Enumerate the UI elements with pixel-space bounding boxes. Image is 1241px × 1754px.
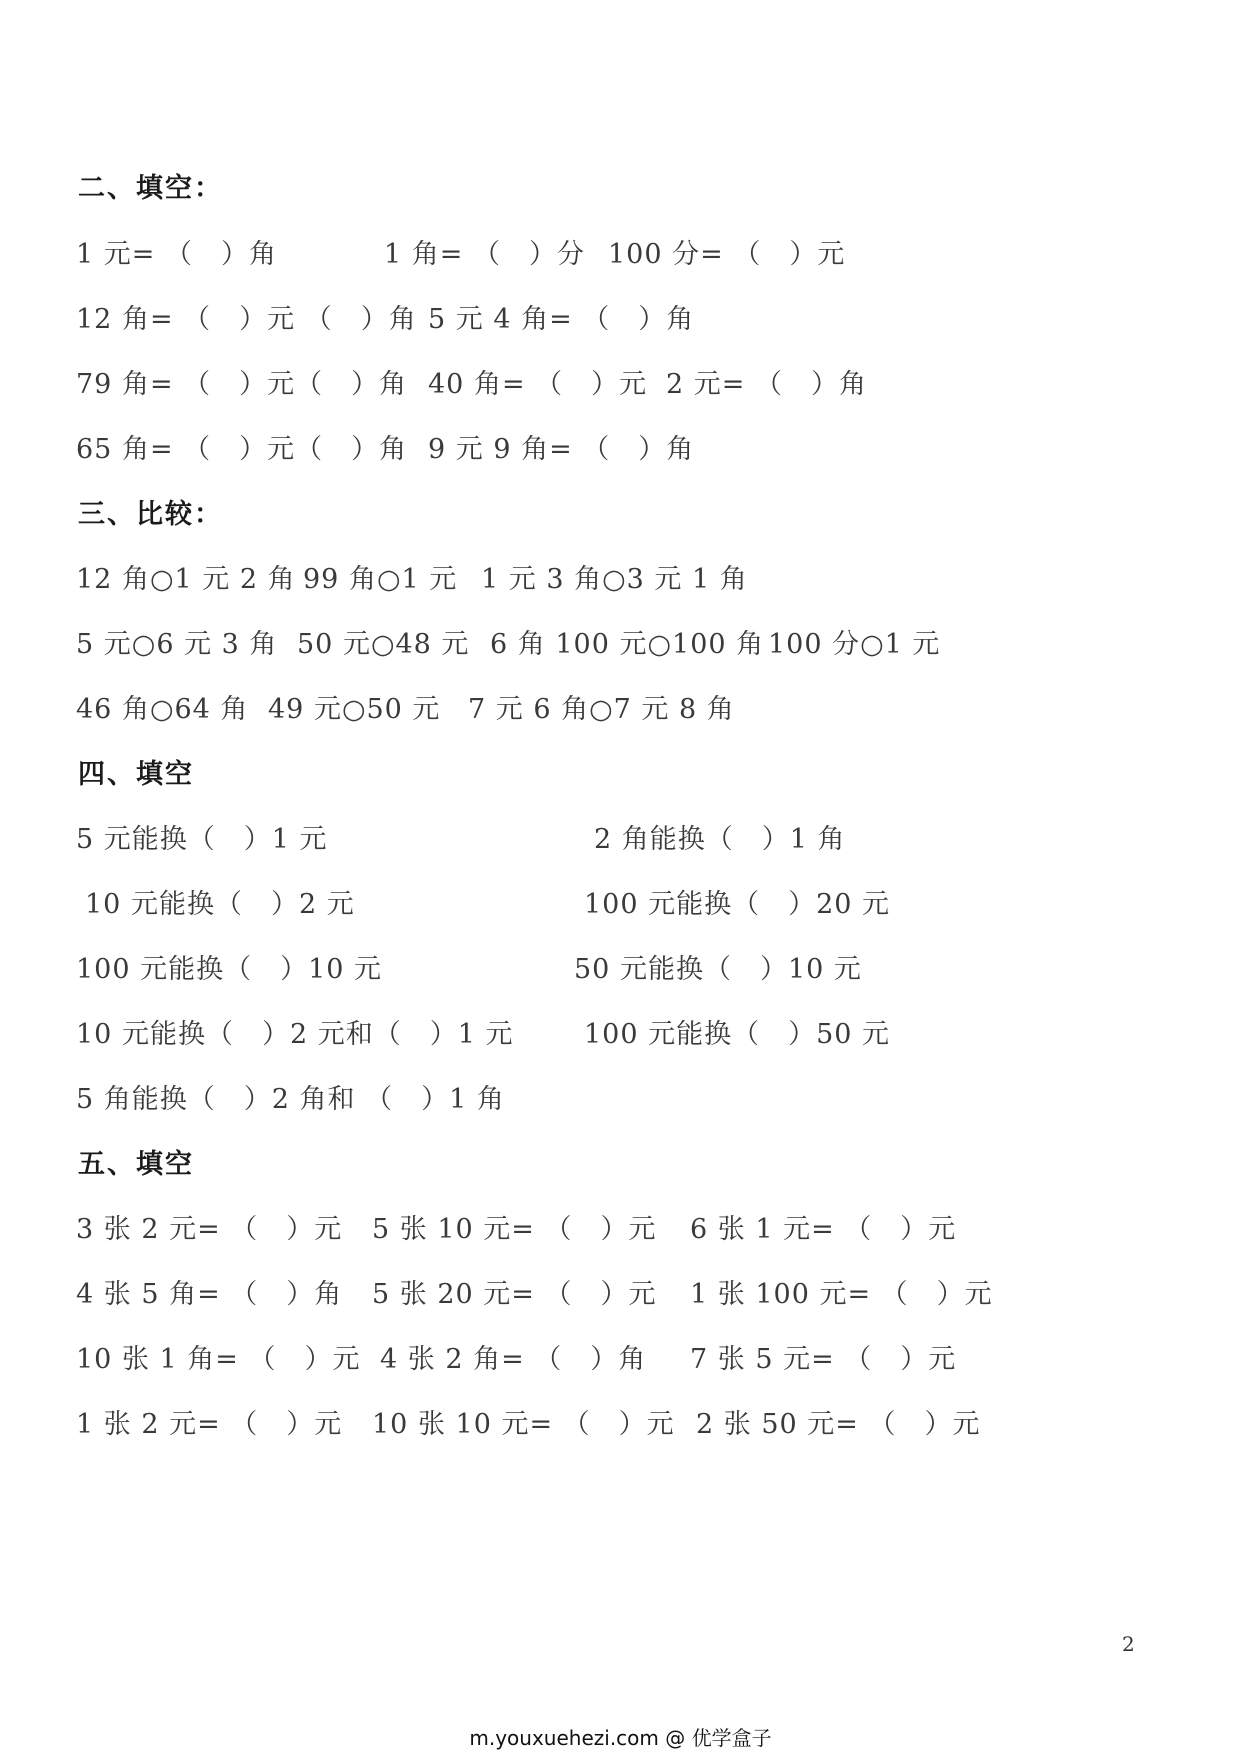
problem-item: 7 元 6 角○7 元 8 角 xyxy=(468,694,735,725)
problem-item: 50 元○48 元 xyxy=(297,629,470,660)
problem-item: 10 元能换（ ）2 元和（ ）1 元 xyxy=(76,1019,514,1050)
problem-item: 4 张 2 角= （ ）角 xyxy=(380,1344,647,1375)
problem-item: 5 张 10 元= （ ）元 xyxy=(372,1214,657,1245)
problem-item: 2 元= （ ）角 xyxy=(666,369,867,400)
problem-item: 2 张 50 元= （ ）元 xyxy=(696,1409,981,1440)
problem-item: 9 元 9 角= （ ）角 xyxy=(428,434,695,465)
problem-item: 1 张 2 元= （ ）元 xyxy=(76,1409,343,1440)
section-heading-fill-in-3: 五、填空 xyxy=(78,1149,194,1180)
problem-item: 4 张 5 角= （ ）角 xyxy=(76,1279,343,1310)
problem-item: 5 元能换（ ）1 元 xyxy=(76,824,328,855)
problem-item: 12 角= （ ）元 （ ）角 xyxy=(76,304,417,335)
section-heading-compare: 三、比较： xyxy=(78,499,223,530)
problem-item: 49 元○50 元 xyxy=(268,694,441,725)
problem-item: 100 元能换（ ）10 元 xyxy=(76,954,383,985)
problem-item: 79 角= （ ）元（ ）角 xyxy=(76,369,408,400)
footer-watermark: m.youxuehezi.com @ 优学盒子 xyxy=(469,1726,772,1750)
problem-item: 1 张 100 元= （ ）元 xyxy=(690,1279,993,1310)
problem-item: 6 角 100 元○100 角 xyxy=(490,629,765,660)
problem-item: 5 角能换（ ）2 角和 （ ）1 角 xyxy=(76,1084,505,1115)
problem-item: 7 张 5 元= （ ）元 xyxy=(690,1344,957,1375)
problem-item: 100 分= （ ）元 xyxy=(608,239,846,270)
problem-item: 5 元 4 角= （ ）角 xyxy=(428,304,695,335)
problem-item: 1 元= （ ）角 xyxy=(76,239,277,270)
problem-item: 65 角= （ ）元（ ）角 xyxy=(76,434,408,465)
problem-item: 6 张 1 元= （ ）元 xyxy=(690,1214,957,1245)
problem-item: 100 元能换（ ）20 元 xyxy=(584,889,891,920)
problem-item: 46 角○64 角 xyxy=(76,694,249,725)
problem-item: 99 角○1 元 xyxy=(303,564,458,595)
problem-item: 1 元 3 角○3 元 1 角 xyxy=(481,564,748,595)
problem-item: 5 元○6 元 3 角 xyxy=(76,629,278,660)
section-heading-fill-in-2: 四、填空 xyxy=(78,759,194,790)
section-heading-fill-in-1: 二、填空： xyxy=(78,173,223,204)
problem-item: 1 角= （ ）分 xyxy=(384,239,585,270)
problem-item: 100 分○1 元 xyxy=(768,629,941,660)
problem-item: 50 元能换（ ）10 元 xyxy=(574,954,862,985)
problem-item: 10 张 10 元= （ ）元 xyxy=(372,1409,675,1440)
problem-item: 3 张 2 元= （ ）元 xyxy=(76,1214,343,1245)
problem-item: 10 元能换（ ）2 元 xyxy=(85,889,355,920)
problem-item: 10 张 1 角= （ ）元 xyxy=(76,1344,361,1375)
problem-item: 2 角能换（ ）1 角 xyxy=(594,824,846,855)
problem-item: 12 角○1 元 2 角 xyxy=(76,564,296,595)
problem-item: 40 角= （ ）元 xyxy=(428,369,648,400)
problem-item: 5 张 20 元= （ ）元 xyxy=(372,1279,657,1310)
problem-item: 100 元能换（ ）50 元 xyxy=(584,1019,891,1050)
page-number: 2 xyxy=(1122,1632,1135,1656)
